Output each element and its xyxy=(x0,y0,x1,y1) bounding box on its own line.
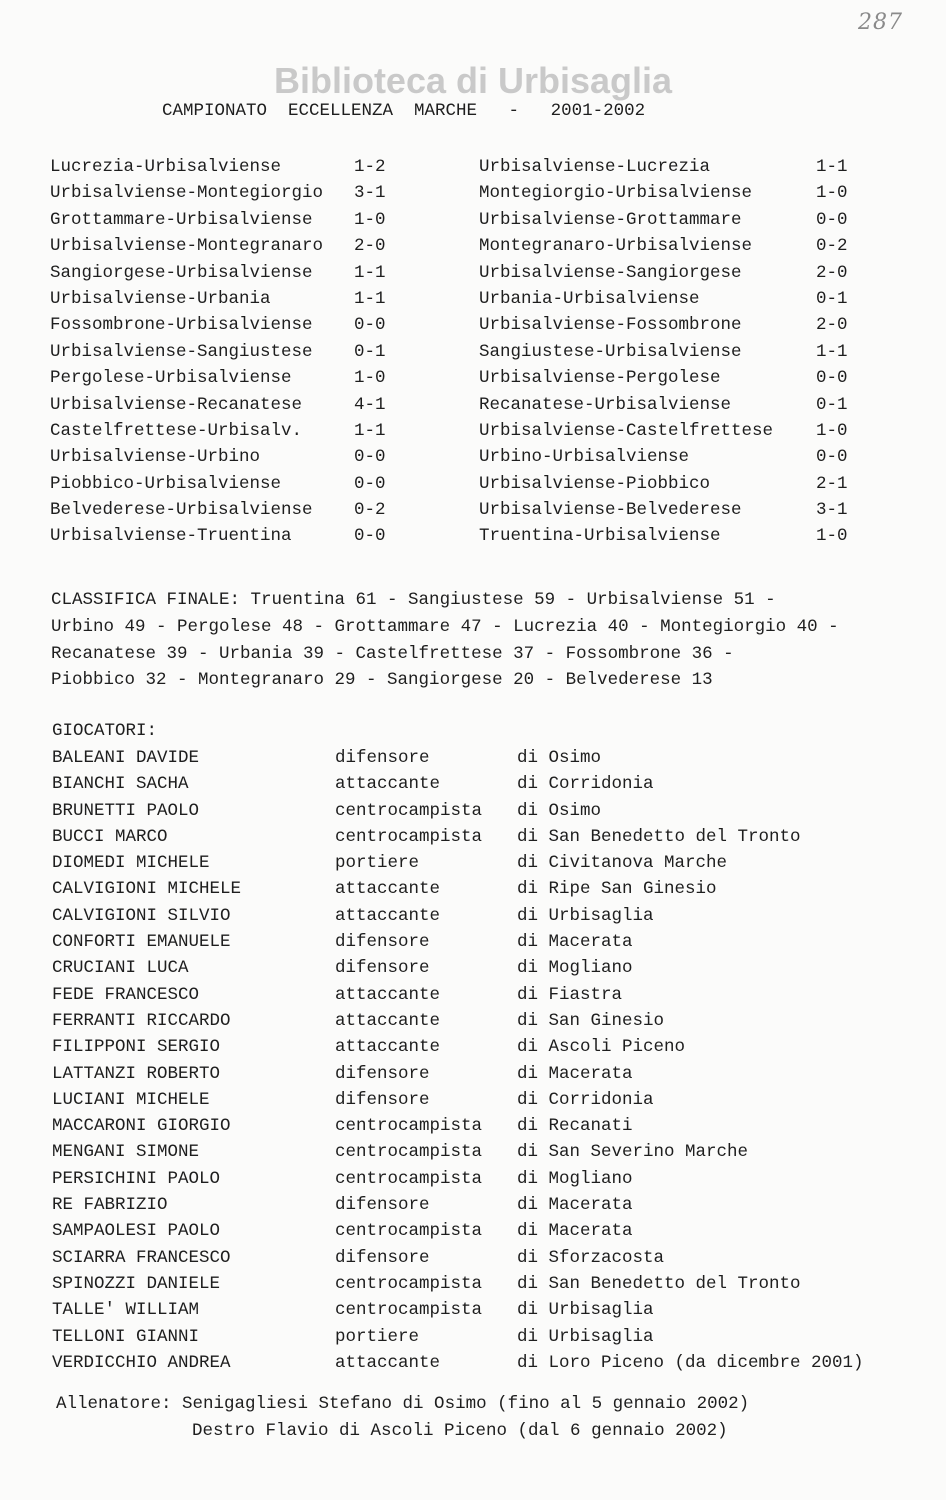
player-origin: di Urbisaglia xyxy=(517,1326,654,1347)
player-row xyxy=(52,982,864,1008)
player-role: difensore xyxy=(335,1063,430,1084)
player-name: BIANCHI SACHA xyxy=(52,774,189,795)
match-score: 1-1 xyxy=(816,157,848,177)
match-teams: Urbisalviense-Belvederese xyxy=(479,500,742,521)
player-row xyxy=(52,1271,864,1297)
match-score: 0-0 xyxy=(354,473,386,494)
player-name: MENGANI SIMONE xyxy=(52,1142,200,1163)
match-teams: Urbisalviense-Montegranaro xyxy=(50,236,324,257)
result-row xyxy=(50,523,386,549)
player-name: CRUCIANI LUCA xyxy=(52,958,189,979)
player-origin: di Osimo xyxy=(517,748,602,768)
player-origin: di Macerata xyxy=(517,932,633,953)
match-teams: Urbisalviense-Pergolese xyxy=(479,368,721,389)
result-row xyxy=(50,471,386,497)
player-name: CALVIGIONI MICHELE xyxy=(52,879,242,900)
player-name: PERSICHINI PAOLO xyxy=(52,1168,221,1189)
player-name: FILIPPONI SERGIO xyxy=(52,1037,221,1058)
result-row xyxy=(50,418,386,444)
standings-line: Recanatese 39 - Urbania 39 - Castelfrettese 37 - Fossombrone 36 - xyxy=(51,643,734,664)
match-teams: Urbisalviense-Sangiorgese xyxy=(479,262,742,283)
match-score: 1-0 xyxy=(354,209,386,230)
player-origin: di Recanati xyxy=(517,1116,633,1137)
match-score: 1-1 xyxy=(354,420,386,441)
match-teams: Urbisalviense-Sangiustese xyxy=(50,341,313,362)
player-role: centrocampista xyxy=(335,1168,483,1189)
match-teams: Sangiorgese-Urbisalviense xyxy=(50,262,313,283)
result-row xyxy=(479,207,848,233)
player-row xyxy=(52,771,864,797)
result-row xyxy=(50,180,386,206)
match-score: 3-1 xyxy=(354,183,386,204)
player-role: difensore xyxy=(335,1247,430,1268)
match-score: 0-0 xyxy=(816,368,848,389)
result-row xyxy=(479,339,848,365)
coach-line-1: Allenatore: Senigagliesi Stefano di Osimo (fino al 5 gennaio 2002) xyxy=(56,1394,750,1414)
match-score: 0-2 xyxy=(816,236,848,257)
match-teams: Urbisalviense-Lucrezia xyxy=(479,157,711,177)
match-score: 1-0 xyxy=(354,368,386,389)
player-role: difensore xyxy=(335,932,430,953)
result-row xyxy=(479,233,848,259)
match-teams: Truentina-Urbisalviense xyxy=(479,526,721,547)
player-origin: di Urbisaglia xyxy=(517,905,654,926)
match-score: 0-2 xyxy=(354,500,386,521)
player-role: attaccante xyxy=(335,774,441,795)
player-row xyxy=(52,798,864,824)
player-name: FERRANTI RICCARDO xyxy=(52,1010,231,1031)
player-name: TALLE' WILLIAM xyxy=(52,1300,200,1321)
result-row xyxy=(50,233,386,259)
player-origin: di Fiastra xyxy=(517,984,623,1005)
standings-line: Urbino 49 - Pergolese 48 - Grottammare 47 - Lucrezia 40 - Montegiorgio 40 - xyxy=(51,616,839,637)
result-row xyxy=(50,286,386,312)
player-role: difensore xyxy=(335,958,430,979)
result-row xyxy=(479,392,848,418)
match-score: 1-1 xyxy=(354,288,386,309)
match-teams: Urbisalviense-Recanatese xyxy=(50,394,303,415)
player-row xyxy=(52,1350,864,1376)
match-score: 1-1 xyxy=(816,341,848,362)
player-role: portiere xyxy=(335,1326,420,1347)
match-score: 1-2 xyxy=(354,157,386,177)
player-role: difensore xyxy=(335,1195,430,1216)
player-role: portiere xyxy=(335,853,420,874)
match-score: 2-0 xyxy=(816,262,848,283)
match-teams: Urbisalviense-Montegiorgio xyxy=(50,183,324,204)
player-origin: di San Ginesio xyxy=(517,1010,665,1031)
match-teams: Urbisalviense-Urbania xyxy=(50,288,271,309)
result-row xyxy=(479,154,848,180)
match-score: 0-0 xyxy=(816,209,848,230)
match-score: 1-0 xyxy=(816,183,848,204)
player-name: DIOMEDI MICHELE xyxy=(52,853,210,874)
result-row xyxy=(50,339,386,365)
player-role: centrocampista xyxy=(335,826,483,847)
player-role: attaccante xyxy=(335,1010,441,1031)
match-teams: Lucrezia-Urbisalviense xyxy=(50,157,282,177)
match-teams: Urbisalviense-Castelfrettese xyxy=(479,420,774,441)
players-heading: GIOCATORI: xyxy=(52,721,158,741)
match-score: 2-1 xyxy=(816,473,848,494)
player-origin: di San Severino Marche xyxy=(517,1142,749,1163)
result-row xyxy=(479,365,848,391)
match-teams: Urbisalviense-Grottammare xyxy=(479,209,742,230)
result-row xyxy=(479,180,848,206)
player-row xyxy=(52,903,864,929)
match-teams: Fossombrone-Urbisalviense xyxy=(50,315,313,336)
player-row xyxy=(52,1192,864,1218)
match-score: 2-0 xyxy=(816,315,848,336)
match-teams: Sangiustese-Urbisalviense xyxy=(479,341,742,362)
player-name: LATTANZI ROBERTO xyxy=(52,1063,221,1084)
player-origin: di Ascoli Piceno xyxy=(517,1037,686,1058)
match-teams: Montegranaro-Urbisalviense xyxy=(479,236,753,257)
player-row xyxy=(52,850,864,876)
player-row xyxy=(52,824,864,850)
player-origin: di Corridonia xyxy=(517,1089,654,1110)
result-row xyxy=(479,286,848,312)
match-teams: Urbisalviense-Truentina xyxy=(50,526,292,547)
coach-block xyxy=(56,1391,749,1444)
standings-line: Piobbico 32 - Montegranaro 29 - Sangiorgese 20 - Belvederese 13 xyxy=(51,670,713,691)
player-row xyxy=(52,955,864,981)
result-row xyxy=(479,418,848,444)
player-role: centrocampista xyxy=(335,1221,483,1242)
match-teams: Urbania-Urbisalviense xyxy=(479,288,700,309)
player-name: BUCCI MARCO xyxy=(52,826,168,847)
player-origin: di Mogliano xyxy=(517,958,633,979)
match-teams: Urbisalviense-Urbino xyxy=(50,447,261,468)
player-row xyxy=(52,1324,864,1350)
player-row xyxy=(52,745,864,771)
player-name: SAMPAOLESI PAOLO xyxy=(52,1221,221,1242)
player-origin: di San Benedetto del Tronto xyxy=(517,826,801,847)
match-score: 3-1 xyxy=(816,500,848,521)
match-score: 0-0 xyxy=(354,447,386,468)
player-row xyxy=(52,1087,864,1113)
player-origin: di Mogliano xyxy=(517,1168,633,1189)
match-teams: Pergolese-Urbisalviense xyxy=(50,368,292,389)
player-row xyxy=(52,1008,864,1034)
match-teams: Recanatese-Urbisalviense xyxy=(479,394,732,415)
players-list xyxy=(52,745,864,1376)
player-role: centrocampista xyxy=(335,1116,483,1137)
match-teams: Grottammare-Urbisalviense xyxy=(50,209,313,230)
match-score: 0-0 xyxy=(816,447,848,468)
result-row xyxy=(479,471,848,497)
player-row xyxy=(52,1113,864,1139)
player-name: CONFORTI EMANUELE xyxy=(52,932,231,953)
match-teams: Urbino-Urbisalviense xyxy=(479,447,690,468)
result-row xyxy=(50,154,386,180)
player-row xyxy=(52,1218,864,1244)
library-watermark: Biblioteca di Urbisaglia xyxy=(273,60,673,101)
player-role: attaccante xyxy=(335,984,441,1005)
match-score: 1-1 xyxy=(354,262,386,283)
player-name: LUCIANI MICHELE xyxy=(52,1089,210,1110)
result-row xyxy=(479,312,848,338)
player-name: RE FABRIZIO xyxy=(52,1195,168,1216)
player-row xyxy=(52,1245,864,1271)
result-row xyxy=(479,260,848,286)
player-role: centrocampista xyxy=(335,1273,483,1294)
result-row xyxy=(479,444,848,470)
player-row xyxy=(52,1297,864,1323)
document-title: CAMPIONATO ECCELLENZA MARCHE - 2001-2002 xyxy=(162,101,646,121)
player-row xyxy=(52,1061,864,1087)
player-role: centrocampista xyxy=(335,1300,483,1321)
match-score: 0-1 xyxy=(816,288,848,309)
player-origin: di Corridonia xyxy=(517,774,654,795)
player-row xyxy=(52,1166,864,1192)
result-row xyxy=(50,365,386,391)
player-role: attaccante xyxy=(335,1352,441,1373)
result-row xyxy=(50,444,386,470)
final-standings xyxy=(51,587,921,694)
match-teams: Urbisalviense-Piobbico xyxy=(479,473,711,494)
player-role: difensore xyxy=(335,748,430,768)
result-row xyxy=(50,207,386,233)
result-row xyxy=(50,392,386,418)
match-score: 0-0 xyxy=(354,526,386,547)
player-row xyxy=(52,1034,864,1060)
match-teams: Urbisalviense-Fossombrone xyxy=(479,315,742,336)
player-role: attaccante xyxy=(335,879,441,900)
player-origin: di San Benedetto del Tronto xyxy=(517,1273,801,1294)
player-name: SCIARRA FRANCESCO xyxy=(52,1247,231,1268)
player-row xyxy=(52,929,864,955)
player-name: CALVIGIONI SILVIO xyxy=(52,905,231,926)
player-origin: di Civitanova Marche xyxy=(517,853,728,874)
second-leg-results xyxy=(479,154,848,550)
player-name: BALEANI DAVIDE xyxy=(52,748,200,768)
player-row xyxy=(52,1139,864,1165)
match-teams: Montegiorgio-Urbisalviense xyxy=(479,183,753,204)
player-origin: di Urbisaglia xyxy=(517,1300,654,1321)
page-number: 287 xyxy=(858,10,903,35)
player-name: VERDICCHIO ANDREA xyxy=(52,1352,231,1373)
match-score: 1-0 xyxy=(816,526,848,547)
match-teams: Belvederese-Urbisalviense xyxy=(50,500,313,521)
coach-line-2: Destro Flavio di Ascoli Piceno (dal 6 gennaio 2002) xyxy=(192,1420,728,1441)
player-origin: di Macerata xyxy=(517,1221,633,1242)
player-role: attaccante xyxy=(335,905,441,926)
result-row xyxy=(479,497,848,523)
player-name: MACCARONI GIORGIO xyxy=(52,1116,231,1137)
player-name: SPINOZZI DANIELE xyxy=(52,1273,221,1294)
match-teams: Castelfrettese-Urbisalv. xyxy=(50,420,303,441)
result-row xyxy=(50,312,386,338)
result-row xyxy=(50,260,386,286)
match-score: 0-1 xyxy=(816,394,848,415)
standings-line: CLASSIFICA FINALE: Truentina 61 - Sangiustese 59 - Urbisalviense 51 - xyxy=(51,590,776,610)
player-name: FEDE FRANCESCO xyxy=(52,984,200,1005)
match-score: 0-1 xyxy=(354,341,386,362)
player-role: centrocampista xyxy=(335,1142,483,1163)
player-role: attaccante xyxy=(335,1037,441,1058)
player-name: TELLONI GIANNI xyxy=(52,1326,200,1347)
player-role: difensore xyxy=(335,1089,430,1110)
match-teams: Piobbico-Urbisalviense xyxy=(50,473,282,494)
player-origin: di Ripe San Ginesio xyxy=(517,879,717,900)
match-score: 0-0 xyxy=(354,315,386,336)
player-name: BRUNETTI PAOLO xyxy=(52,800,200,821)
result-row xyxy=(50,497,386,523)
first-leg-results xyxy=(50,154,386,550)
match-score: 1-0 xyxy=(816,420,848,441)
result-row xyxy=(479,523,848,549)
player-origin: di Macerata xyxy=(517,1063,633,1084)
player-row xyxy=(52,876,864,902)
match-score: 4-1 xyxy=(354,394,386,415)
player-origin: di Loro Piceno (da dicembre 2001) xyxy=(517,1352,864,1373)
player-role: centrocampista xyxy=(335,800,483,821)
player-origin: di Macerata xyxy=(517,1195,633,1216)
player-origin: di Sforzacosta xyxy=(517,1247,665,1268)
player-origin: di Osimo xyxy=(517,800,602,821)
match-score: 2-0 xyxy=(354,236,386,257)
